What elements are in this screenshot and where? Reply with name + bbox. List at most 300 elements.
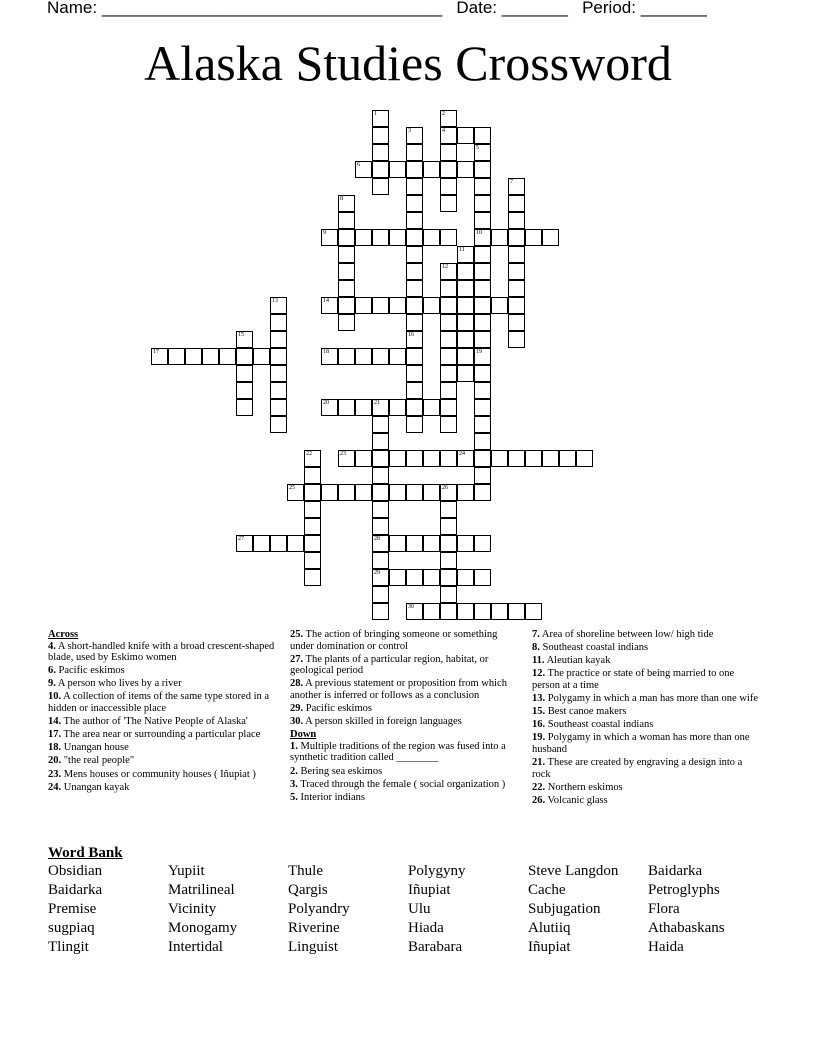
- grid-cell[interactable]: [440, 603, 457, 620]
- word-bank-item: Ulu: [408, 901, 431, 917]
- grid-cell[interactable]: [270, 348, 287, 365]
- grid-cell[interactable]: [457, 484, 474, 501]
- grid-cell[interactable]: [338, 399, 355, 416]
- grid-cell[interactable]: [508, 178, 525, 195]
- grid-cell[interactable]: [253, 535, 270, 552]
- grid-cell[interactable]: [474, 246, 491, 263]
- grid-cell[interactable]: [474, 280, 491, 297]
- grid-cell[interactable]: [440, 144, 457, 161]
- grid-cell[interactable]: [406, 399, 423, 416]
- grid-cell[interactable]: [372, 178, 389, 195]
- grid-cell[interactable]: [270, 297, 287, 314]
- grid-cell[interactable]: [338, 484, 355, 501]
- clue-number: 18.: [48, 742, 62, 754]
- grid-cell[interactable]: [372, 416, 389, 433]
- clue-text: The area near or surrounding a particular place: [61, 729, 261, 741]
- word-bank-item: Subjugation: [528, 901, 601, 917]
- clue-text: Pacific eskimos: [55, 665, 125, 677]
- grid-cell[interactable]: [338, 280, 355, 297]
- grid-cell[interactable]: [474, 144, 491, 161]
- clue-across: [48, 691, 276, 714]
- clue-across: [48, 716, 276, 728]
- cell-number: 26: [442, 485, 448, 491]
- grid-cell[interactable]: [406, 246, 423, 263]
- grid-cell[interactable]: [389, 450, 406, 467]
- word-bank-item: Iñupiat: [528, 939, 571, 955]
- word-bank-item: Polyandry: [288, 901, 350, 917]
- grid-cell[interactable]: [406, 331, 423, 348]
- grid-cell[interactable]: [406, 348, 423, 365]
- grid-cell[interactable]: [270, 399, 287, 416]
- grid-cell[interactable]: [474, 603, 491, 620]
- grid-cell[interactable]: [440, 416, 457, 433]
- clue-number: 8.: [532, 642, 540, 654]
- grid-cell[interactable]: [474, 467, 491, 484]
- clue-text: The practice or state of being married to one person at a time: [532, 668, 735, 691]
- cell-number: 22: [306, 451, 312, 457]
- grid-cell[interactable]: [457, 348, 474, 365]
- grid-cell[interactable]: [440, 382, 457, 399]
- grid-cell[interactable]: [440, 365, 457, 382]
- grid-cell[interactable]: [372, 569, 389, 586]
- grid-cell[interactable]: [457, 569, 474, 586]
- grid-cell[interactable]: [474, 229, 491, 246]
- word-bank-title: Word Bank: [48, 845, 123, 861]
- grid-cell[interactable]: [406, 280, 423, 297]
- grid-cell[interactable]: [372, 467, 389, 484]
- clues-col-2: [290, 629, 522, 805]
- grid-cell[interactable]: [440, 263, 457, 280]
- clue-across: [290, 703, 522, 715]
- word-bank-item: Qargis: [288, 882, 328, 898]
- grid-cell[interactable]: [338, 246, 355, 263]
- grid-cell[interactable]: [559, 450, 576, 467]
- cell-number: 13: [272, 298, 278, 304]
- grid-cell[interactable]: [372, 348, 389, 365]
- grid-cell[interactable]: [474, 263, 491, 280]
- grid-cell[interactable]: [508, 212, 525, 229]
- clue-number: 11.: [532, 655, 545, 667]
- clue-number: 15.: [532, 706, 546, 718]
- grid-cell[interactable]: [338, 450, 355, 467]
- grid-cell[interactable]: [508, 263, 525, 280]
- grid-cell[interactable]: [474, 297, 491, 314]
- grid-cell[interactable]: [321, 484, 338, 501]
- word-bank-item: sugpiaq: [48, 920, 95, 936]
- word-bank-item: Baidarka: [48, 882, 103, 898]
- grid-cell[interactable]: [457, 365, 474, 382]
- cell-number: 3: [408, 128, 411, 134]
- grid-cell[interactable]: [372, 297, 389, 314]
- clue-text: Bering sea eskimos: [297, 765, 383, 777]
- grid-cell[interactable]: [525, 229, 542, 246]
- grid-cell[interactable]: [406, 212, 423, 229]
- grid-cell[interactable]: [202, 348, 219, 365]
- grid-cell[interactable]: [440, 586, 457, 603]
- grid-cell[interactable]: [304, 484, 321, 501]
- grid-cell[interactable]: [474, 416, 491, 433]
- grid-cell[interactable]: [440, 127, 457, 144]
- clue-number: 5.: [290, 791, 298, 803]
- grid-cell[interactable]: [406, 144, 423, 161]
- grid-cell[interactable]: [270, 365, 287, 382]
- word-bank-item: Cache: [528, 882, 566, 898]
- word-bank-item: Riverine: [288, 920, 340, 936]
- grid-cell[interactable]: [338, 229, 355, 246]
- clue-number: 24.: [48, 781, 62, 793]
- grid-cell[interactable]: [219, 348, 236, 365]
- grid-cell[interactable]: [491, 450, 508, 467]
- grid-cell[interactable]: [236, 535, 253, 552]
- word-bank-item: Athabaskans: [648, 920, 725, 936]
- grid-cell[interactable]: [440, 178, 457, 195]
- word-bank-item: Flora: [648, 901, 680, 917]
- grid-cell[interactable]: [474, 535, 491, 552]
- grid-cell[interactable]: [440, 569, 457, 586]
- grid-cell[interactable]: [406, 382, 423, 399]
- clue-text: Area of shoreline between low/ high tide: [539, 629, 714, 640]
- grid-cell[interactable]: [389, 348, 406, 365]
- grid-cell[interactable]: [423, 161, 440, 178]
- clue-down: [532, 693, 760, 705]
- grid-cell[interactable]: [406, 603, 423, 620]
- grid-cell[interactable]: [440, 501, 457, 518]
- grid-cell[interactable]: [423, 484, 440, 501]
- grid-cell[interactable]: [355, 348, 372, 365]
- clue-text: The action of bringing someone or something under domination or control: [290, 629, 498, 652]
- clue-number: 29.: [290, 703, 304, 715]
- grid-cell[interactable]: [389, 229, 406, 246]
- grid-cell[interactable]: [406, 314, 423, 331]
- grid-cell[interactable]: [474, 331, 491, 348]
- grid-cell[interactable]: [474, 399, 491, 416]
- clue-number: 30.: [290, 716, 304, 728]
- grid-cell[interactable]: [440, 195, 457, 212]
- cell-number: 6: [357, 162, 360, 168]
- grid-cell[interactable]: [508, 603, 525, 620]
- grid-cell[interactable]: [338, 212, 355, 229]
- grid-cell[interactable]: [389, 399, 406, 416]
- grid-cell[interactable]: [440, 399, 457, 416]
- grid-cell[interactable]: [491, 229, 508, 246]
- clue-text: A person skilled in foreign languages: [303, 716, 462, 728]
- grid-cell[interactable]: [491, 603, 508, 620]
- cell-number: 15: [238, 332, 244, 338]
- name-blank: ____________________________________: [101, 0, 443, 17]
- grid-cell[interactable]: [457, 314, 474, 331]
- grid-cell[interactable]: [474, 178, 491, 195]
- grid-cell[interactable]: [525, 603, 542, 620]
- cell-number: 8: [340, 196, 343, 202]
- grid-cell[interactable]: [355, 484, 372, 501]
- clue-text: Pacific eskimos: [303, 703, 372, 715]
- grid-cell[interactable]: [457, 450, 474, 467]
- word-bank-item: Yupiit: [168, 863, 205, 879]
- grid-cell[interactable]: [321, 297, 338, 314]
- cell-number: 9: [323, 230, 326, 236]
- grid-cell[interactable]: [474, 195, 491, 212]
- grid-cell[interactable]: [508, 314, 525, 331]
- clue-across: [48, 678, 276, 690]
- clue-number: 13.: [532, 692, 546, 704]
- grid-cell[interactable]: [372, 127, 389, 144]
- grid-cell[interactable]: [508, 280, 525, 297]
- grid-cell[interactable]: [508, 297, 525, 314]
- clue-across: [48, 742, 276, 754]
- grid-cell[interactable]: [423, 603, 440, 620]
- grid-cell[interactable]: [372, 144, 389, 161]
- grid-cell[interactable]: [270, 382, 287, 399]
- grid-cell[interactable]: [236, 348, 253, 365]
- grid-cell[interactable]: [474, 127, 491, 144]
- down-heading: Down: [290, 729, 317, 741]
- grid-cell[interactable]: [440, 331, 457, 348]
- grid-cell[interactable]: [474, 569, 491, 586]
- grid-cell[interactable]: [236, 399, 253, 416]
- grid-cell[interactable]: [406, 127, 423, 144]
- grid-cell[interactable]: [457, 127, 474, 144]
- grid-cell[interactable]: [372, 433, 389, 450]
- grid-cell[interactable]: [474, 161, 491, 178]
- grid-cell[interactable]: [457, 535, 474, 552]
- grid-cell[interactable]: [440, 450, 457, 467]
- grid-cell[interactable]: [304, 552, 321, 569]
- word-bank-item: Matrilineal: [168, 882, 235, 898]
- grid-cell[interactable]: [338, 314, 355, 331]
- across-clues-b: [290, 629, 522, 728]
- grid-cell[interactable]: [321, 229, 338, 246]
- grid-cell[interactable]: [525, 450, 542, 467]
- grid-cell[interactable]: [406, 178, 423, 195]
- word-bank-item: Premise: [48, 901, 97, 917]
- grid-cell[interactable]: [185, 348, 202, 365]
- grid-cell[interactable]: [338, 195, 355, 212]
- grid-cell[interactable]: [372, 552, 389, 569]
- grid-cell[interactable]: [440, 552, 457, 569]
- grid-cell[interactable]: [355, 399, 372, 416]
- grid-cell[interactable]: [338, 263, 355, 280]
- clue-text: Interior indians: [297, 791, 365, 803]
- date-blank: _______: [501, 0, 568, 17]
- grid-cell[interactable]: [423, 297, 440, 314]
- grid-cell[interactable]: [440, 229, 457, 246]
- grid-cell[interactable]: [270, 416, 287, 433]
- clue-text: The plants of a particular region, habitat, or geological period: [290, 653, 489, 677]
- grid-cell[interactable]: [389, 535, 406, 552]
- grid-cell[interactable]: [457, 603, 474, 620]
- grid-cell[interactable]: [304, 501, 321, 518]
- grid-cell[interactable]: [406, 450, 423, 467]
- grid-cell[interactable]: [304, 535, 321, 552]
- grid-cell[interactable]: [440, 280, 457, 297]
- clue-text: A previous statement or proposition from which another is inferred or follows as a conclusion: [290, 678, 507, 701]
- clue-down: [532, 668, 760, 691]
- grid-cell[interactable]: [406, 484, 423, 501]
- grid-cell[interactable]: [304, 450, 321, 467]
- clue-text: Southeast coastal indians: [545, 719, 654, 731]
- grid-cell[interactable]: [474, 365, 491, 382]
- grid-cell[interactable]: [474, 433, 491, 450]
- grid-cell[interactable]: [372, 535, 389, 552]
- grid-cell[interactable]: [457, 263, 474, 280]
- grid-cell[interactable]: [474, 382, 491, 399]
- grid-cell[interactable]: [440, 484, 457, 501]
- clue-across: [48, 729, 276, 741]
- clue-number: 3.: [290, 778, 298, 790]
- grid-cell[interactable]: [440, 348, 457, 365]
- page-title: Alaska Studies Crossword: [144, 35, 672, 91]
- grid-cell[interactable]: [372, 161, 389, 178]
- grid-cell[interactable]: [355, 297, 372, 314]
- word-bank-item: Polygyny: [408, 863, 466, 879]
- grid-cell[interactable]: [491, 297, 508, 314]
- grid-cell[interactable]: [440, 314, 457, 331]
- word-bank-item: Hiada: [408, 920, 444, 936]
- cell-number: 29: [374, 570, 380, 576]
- grid-cell[interactable]: [389, 484, 406, 501]
- grid-cell[interactable]: [372, 586, 389, 603]
- grid-cell[interactable]: [372, 399, 389, 416]
- clue-across: [290, 716, 522, 728]
- clue-down: [532, 795, 760, 807]
- grid-cell[interactable]: [406, 263, 423, 280]
- grid-cell[interactable]: [457, 331, 474, 348]
- grid-cell[interactable]: [253, 348, 270, 365]
- grid-cell[interactable]: [151, 348, 168, 365]
- clue-down: [532, 655, 760, 667]
- grid-cell[interactable]: [542, 450, 559, 467]
- word-bank-item: Tlingit: [48, 939, 89, 955]
- grid-cell[interactable]: [474, 212, 491, 229]
- grid-cell[interactable]: [236, 331, 253, 348]
- grid-cell[interactable]: [372, 484, 389, 501]
- grid-cell[interactable]: [321, 348, 338, 365]
- grid-cell[interactable]: [406, 161, 423, 178]
- grid-cell[interactable]: [440, 518, 457, 535]
- clue-down: [532, 642, 760, 654]
- clue-across: [290, 654, 522, 677]
- grid-cell[interactable]: [457, 280, 474, 297]
- clue-number: 26.: [532, 794, 546, 806]
- clue-text: Polygamy in which a man has more than one wife: [545, 692, 758, 704]
- grid-cell[interactable]: [508, 229, 525, 246]
- grid-cell[interactable]: [508, 195, 525, 212]
- grid-cell[interactable]: [287, 535, 304, 552]
- grid-cell[interactable]: [440, 161, 457, 178]
- grid-cell[interactable]: [372, 603, 389, 620]
- word-bank-item: Baidarka: [648, 863, 703, 879]
- clue-number: 7.: [532, 629, 540, 640]
- clue-across: [48, 755, 276, 767]
- grid-cell[interactable]: [389, 161, 406, 178]
- grid-cell[interactable]: [372, 229, 389, 246]
- word-bank-item: Intertidal: [168, 939, 223, 955]
- grid-cell[interactable]: [236, 382, 253, 399]
- clue-number: 25.: [290, 629, 304, 640]
- grid-cell[interactable]: [508, 246, 525, 263]
- grid-cell[interactable]: [406, 195, 423, 212]
- clue-across: [48, 665, 276, 677]
- clue-text: A person who lives by a river: [55, 678, 182, 690]
- grid-cell[interactable]: [406, 297, 423, 314]
- grid-cell[interactable]: [440, 297, 457, 314]
- grid-cell[interactable]: [508, 331, 525, 348]
- grid-cell[interactable]: [423, 399, 440, 416]
- clue-text: Multiple traditions of the region was fused into a synthetic tradition called ________: [290, 740, 506, 764]
- grid-cell[interactable]: [321, 399, 338, 416]
- grid-cell[interactable]: [423, 450, 440, 467]
- grid-cell[interactable]: [372, 518, 389, 535]
- grid-cell[interactable]: [270, 535, 287, 552]
- grid-cell[interactable]: [576, 450, 593, 467]
- grid-cell[interactable]: [457, 246, 474, 263]
- grid-cell[interactable]: [423, 229, 440, 246]
- clue-across: [48, 769, 276, 781]
- grid-cell[interactable]: [372, 501, 389, 518]
- grid-cell[interactable]: [423, 569, 440, 586]
- grid-cell[interactable]: [355, 229, 372, 246]
- grid-cell[interactable]: [406, 229, 423, 246]
- grid-cell[interactable]: [474, 348, 491, 365]
- word-bank-item: Barabara: [408, 939, 463, 955]
- grid-cell[interactable]: [474, 484, 491, 501]
- grid-cell[interactable]: [474, 314, 491, 331]
- grid-cell[interactable]: [406, 416, 423, 433]
- word-bank: [48, 863, 788, 958]
- clue-text: Traced through the female ( social organization ): [297, 778, 506, 790]
- grid-cell[interactable]: [440, 535, 457, 552]
- grid-cell[interactable]: [372, 450, 389, 467]
- word-bank-item: Petroglyphs: [648, 882, 720, 898]
- grid-cell[interactable]: [168, 348, 185, 365]
- grid-cell[interactable]: [355, 161, 372, 178]
- grid-cell[interactable]: [406, 569, 423, 586]
- grid-cell[interactable]: [338, 297, 355, 314]
- grid-cell[interactable]: [372, 110, 389, 127]
- clue-text: "the real people": [61, 755, 135, 767]
- grid-cell[interactable]: [304, 518, 321, 535]
- grid-cell[interactable]: [389, 569, 406, 586]
- grid-cell[interactable]: [542, 229, 559, 246]
- grid-cell[interactable]: [474, 450, 491, 467]
- grid-cell[interactable]: [304, 467, 321, 484]
- grid-cell[interactable]: [457, 297, 474, 314]
- clue-text: Unangan kayak: [61, 781, 130, 793]
- grid-cell[interactable]: [304, 569, 321, 586]
- grid-cell[interactable]: [338, 348, 355, 365]
- grid-cell[interactable]: [440, 110, 457, 127]
- cell-number: 7: [510, 179, 513, 185]
- grid-cell[interactable]: [287, 484, 304, 501]
- grid-cell[interactable]: [236, 365, 253, 382]
- clue-number: 19.: [532, 732, 546, 744]
- cell-number: 25: [289, 485, 295, 491]
- grid-cell[interactable]: [406, 365, 423, 382]
- grid-cell[interactable]: [355, 450, 372, 467]
- grid-cell[interactable]: [270, 331, 287, 348]
- cell-number: 30: [408, 604, 414, 610]
- grid-cell[interactable]: [270, 314, 287, 331]
- word-bank-item: Thule: [288, 863, 323, 879]
- grid-cell[interactable]: [423, 535, 440, 552]
- grid-cell[interactable]: [457, 161, 474, 178]
- word-bank-item: Steve Langdon: [528, 863, 619, 879]
- grid-cell[interactable]: [389, 297, 406, 314]
- cell-number: 18: [323, 349, 329, 355]
- grid-cell[interactable]: [508, 450, 525, 467]
- grid-cell[interactable]: [406, 535, 423, 552]
- cell-number: 10: [476, 230, 482, 236]
